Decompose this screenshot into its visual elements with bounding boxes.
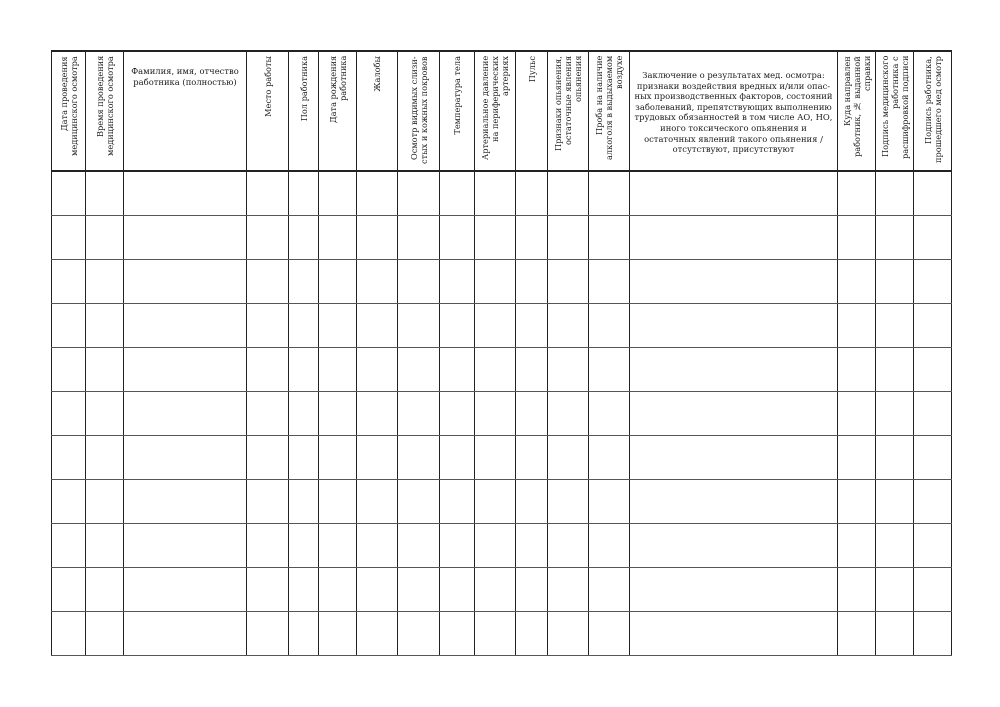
table-cell[interactable] [630,392,838,436]
table-cell[interactable] [914,304,952,348]
table-cell[interactable] [914,260,952,304]
table-row [52,480,952,524]
table-cell[interactable] [124,568,247,612]
table-cell[interactable] [319,568,357,612]
table-cell[interactable] [357,260,398,304]
table-cell[interactable] [914,436,952,480]
table-cell[interactable] [398,436,440,480]
column-header [475,51,516,171]
table-cell[interactable] [319,480,357,524]
column-header [86,51,124,171]
column-header [630,51,838,171]
table-cell[interactable] [52,480,86,524]
table-cell[interactable] [124,304,247,348]
table-cell[interactable] [876,171,914,216]
table-cell[interactable] [398,348,440,392]
table-row [52,216,952,260]
table-cell[interactable] [86,480,124,524]
column-header-label: Артериальное давление на периферических артериях [480,56,510,161]
table-cell[interactable] [876,348,914,392]
table-cell[interactable] [475,568,516,612]
table-cell[interactable] [247,612,289,656]
table-cell[interactable] [630,568,838,612]
table-cell[interactable] [319,348,357,392]
table-cell[interactable] [124,436,247,480]
table-cell[interactable] [914,216,952,260]
table-cell[interactable] [516,612,548,656]
table-cell[interactable] [548,568,589,612]
column-header [876,51,914,171]
table-cell[interactable] [876,216,914,260]
column-header-label: Подпись работника, прошедшего мед осмотр [922,56,943,163]
table-cell[interactable] [475,304,516,348]
column-header-label: Температура тела [452,56,462,135]
table-cell[interactable] [548,171,589,216]
table-cell[interactable] [357,216,398,260]
table-cell[interactable] [548,216,589,260]
column-header [357,51,398,171]
table-cell[interactable] [838,612,876,656]
table-cell[interactable] [357,392,398,436]
table-cell[interactable] [589,304,630,348]
table-cell[interactable] [630,216,838,260]
table-cell[interactable] [630,171,838,216]
table-row [52,260,952,304]
table-row [52,612,952,656]
table-cell[interactable] [475,171,516,216]
column-header-label: Подпись медицинского работника с расшифровкой подписи [879,56,910,160]
table-cell[interactable] [548,304,589,348]
table-cell[interactable] [548,392,589,436]
table-cell[interactable] [876,524,914,568]
table-cell[interactable] [357,304,398,348]
table-cell[interactable] [289,171,319,216]
table-cell[interactable] [589,568,630,612]
table-cell[interactable] [475,480,516,524]
table-cell[interactable] [914,392,952,436]
table-cell[interactable] [86,436,124,480]
column-header [440,51,475,171]
table-cell[interactable] [440,568,475,612]
table-cell[interactable] [357,524,398,568]
table-cell[interactable] [876,436,914,480]
table-cell[interactable] [247,348,289,392]
table-cell[interactable] [516,216,548,260]
column-header-label: Жалобы [372,56,382,92]
table-cell[interactable] [516,480,548,524]
table-cell[interactable] [398,568,440,612]
table-cell[interactable] [357,436,398,480]
table-cell[interactable] [516,392,548,436]
column-header-label: Признаки опьянения, остаточные явления опьянения [553,56,583,151]
table-cell[interactable] [589,436,630,480]
table-cell[interactable] [52,171,86,216]
table-cell[interactable] [319,436,357,480]
table-cell[interactable] [124,392,247,436]
table-cell[interactable] [357,348,398,392]
table-cell[interactable] [319,392,357,436]
table-cell[interactable] [289,304,319,348]
table-cell[interactable] [548,436,589,480]
table-cell[interactable] [124,216,247,260]
table-cell[interactable] [357,171,398,216]
table-cell[interactable] [86,568,124,612]
table-cell[interactable] [475,392,516,436]
table-cell[interactable] [440,480,475,524]
table-cell[interactable] [86,171,124,216]
table-cell[interactable] [440,171,475,216]
table-cell[interactable] [289,348,319,392]
table-cell[interactable] [86,348,124,392]
table-cell[interactable] [319,524,357,568]
column-header [589,51,630,171]
table-cell[interactable] [52,260,86,304]
table-cell[interactable] [398,304,440,348]
table-cell[interactable] [475,260,516,304]
table-cell[interactable] [914,348,952,392]
column-header [516,51,548,171]
table-cell[interactable] [876,392,914,436]
column-header-label: Дата проведения медицинского осмотра [58,56,79,156]
table-cell[interactable] [516,260,548,304]
table-cell[interactable] [124,171,247,216]
table-cell[interactable] [914,171,952,216]
table-cell[interactable] [876,568,914,612]
table-cell[interactable] [838,480,876,524]
table-cell[interactable] [914,524,952,568]
table-cell[interactable] [440,260,475,304]
table-cell[interactable] [440,304,475,348]
table-cell[interactable] [876,612,914,656]
table-cell[interactable] [52,304,86,348]
table-cell[interactable] [475,216,516,260]
table-cell[interactable] [398,392,440,436]
column-header-label: Время проведения медицинского осмотра [94,56,115,156]
column-header [838,51,876,171]
column-header-label: Заключение о результатах мед. осмотра: признаки воздействия вредных и/или опас- ных производственных факторов, состояний заболеваний, препятствующих выполнению трудовых обязанностей в том числе АО, НО, иного токсического опьянения и остаточных явлений такого опьянения / отсутствуют, присутствуют [634,70,833,155]
table-cell[interactable] [516,171,548,216]
column-header-label: Место работы [262,56,273,117]
table-cell[interactable] [289,480,319,524]
table-cell[interactable] [398,612,440,656]
table-cell[interactable] [630,348,838,392]
table-cell[interactable] [398,216,440,260]
table-cell[interactable] [247,216,289,260]
table-row [52,348,952,392]
table-cell[interactable] [52,524,86,568]
table-cell[interactable] [398,524,440,568]
table-cell[interactable] [548,612,589,656]
table-cell[interactable] [247,480,289,524]
table-cell[interactable] [475,612,516,656]
table-cell[interactable] [247,260,289,304]
table-cell[interactable] [516,436,548,480]
column-header [289,51,319,171]
table-cell[interactable] [516,304,548,348]
table-cell[interactable] [914,568,952,612]
column-header [914,51,952,171]
table-cell[interactable] [838,392,876,436]
table-cell[interactable] [289,260,319,304]
table-cell[interactable] [630,480,838,524]
table-cell[interactable] [289,436,319,480]
table-cell[interactable] [589,392,630,436]
column-header-label: Пол работника [298,56,309,122]
table-cell[interactable] [589,348,630,392]
table-cell[interactable] [475,348,516,392]
table-cell[interactable] [289,216,319,260]
table-cell[interactable] [289,612,319,656]
table-cell[interactable] [357,612,398,656]
table-cell[interactable] [247,568,289,612]
table-row [52,304,952,348]
table-cell[interactable] [838,436,876,480]
column-header-label: Пульс [526,56,537,83]
column-header-label: Осмотр видимых слизи- стых и кожных покровов [408,56,429,164]
table-cell[interactable] [124,480,247,524]
table-cell[interactable] [838,348,876,392]
table-cell[interactable] [589,524,630,568]
table-cell[interactable] [589,480,630,524]
table-cell[interactable] [516,568,548,612]
table-cell[interactable] [357,568,398,612]
table-cell[interactable] [86,260,124,304]
table-cell[interactable] [86,612,124,656]
table-cell[interactable] [124,260,247,304]
table-cell[interactable] [247,171,289,216]
column-header [319,51,357,171]
table-row [52,524,952,568]
table-cell[interactable] [440,216,475,260]
table-cell[interactable] [86,216,124,260]
table-cell[interactable] [589,171,630,216]
column-header [52,51,86,171]
table-cell[interactable] [52,348,86,392]
table-cell[interactable] [398,171,440,216]
table-cell[interactable] [86,524,124,568]
table-cell[interactable] [630,612,838,656]
table-cell[interactable] [589,260,630,304]
table-row [52,436,952,480]
table-body [52,171,952,656]
table-cell[interactable] [440,436,475,480]
table-cell[interactable] [52,436,86,480]
table-cell[interactable] [319,612,357,656]
table-cell[interactable] [876,304,914,348]
table-cell[interactable] [124,612,247,656]
table-cell[interactable] [357,480,398,524]
table-cell[interactable] [319,216,357,260]
table-cell[interactable] [589,612,630,656]
table-cell[interactable] [289,524,319,568]
column-header [398,51,440,171]
table-cell[interactable] [319,260,357,304]
table-cell[interactable] [914,612,952,656]
table-cell[interactable] [630,304,838,348]
table-cell[interactable] [319,171,357,216]
table-cell[interactable] [838,260,876,304]
table-cell[interactable] [475,436,516,480]
table-cell[interactable] [247,436,289,480]
column-header-label: Фамилия, имя, отчество работника (полностью) [131,66,239,87]
column-header [124,51,247,171]
table-cell[interactable] [838,524,876,568]
table-cell[interactable] [548,348,589,392]
table-cell[interactable] [247,304,289,348]
table-row [52,171,952,216]
table-cell[interactable] [52,392,86,436]
column-header [247,51,289,171]
table-cell[interactable] [516,348,548,392]
table-cell[interactable] [247,392,289,436]
table-cell[interactable] [838,568,876,612]
table-cell[interactable] [630,436,838,480]
table-cell[interactable] [289,392,319,436]
table-cell[interactable] [838,216,876,260]
table-cell[interactable] [124,348,247,392]
table-cell[interactable] [247,524,289,568]
table-cell[interactable] [548,524,589,568]
table-cell[interactable] [440,612,475,656]
table-cell[interactable] [440,524,475,568]
table-cell[interactable] [86,392,124,436]
table-cell[interactable] [516,524,548,568]
table-cell[interactable] [914,480,952,524]
table-row [52,568,952,612]
table-cell[interactable] [876,260,914,304]
table-cell[interactable] [52,612,86,656]
table-cell[interactable] [589,216,630,260]
column-header-label: Куда направлен работник, № выданной справки [841,56,872,157]
table-cell[interactable] [86,304,124,348]
medical-exam-log-table [51,50,952,656]
table-cell[interactable] [289,568,319,612]
table-cell[interactable] [398,480,440,524]
table-cell[interactable] [876,480,914,524]
table-cell[interactable] [548,480,589,524]
table-cell[interactable] [124,524,247,568]
column-header-label: Проба на наличие алкоголя в выдыхаемом воздухе [594,56,624,161]
table-cell[interactable] [548,260,589,304]
column-header-label: Дата рождения работника [327,56,348,124]
table-cell[interactable] [398,260,440,304]
table-cell[interactable] [838,171,876,216]
table-cell[interactable] [838,304,876,348]
table-cell[interactable] [630,260,838,304]
table-cell[interactable] [319,304,357,348]
table-row [52,392,952,436]
table-cell[interactable] [52,216,86,260]
table-header-row [52,51,952,171]
table-cell[interactable] [630,524,838,568]
table-cell[interactable] [440,348,475,392]
table-cell[interactable] [52,568,86,612]
column-header [548,51,589,171]
table-cell[interactable] [475,524,516,568]
table-cell[interactable] [440,392,475,436]
